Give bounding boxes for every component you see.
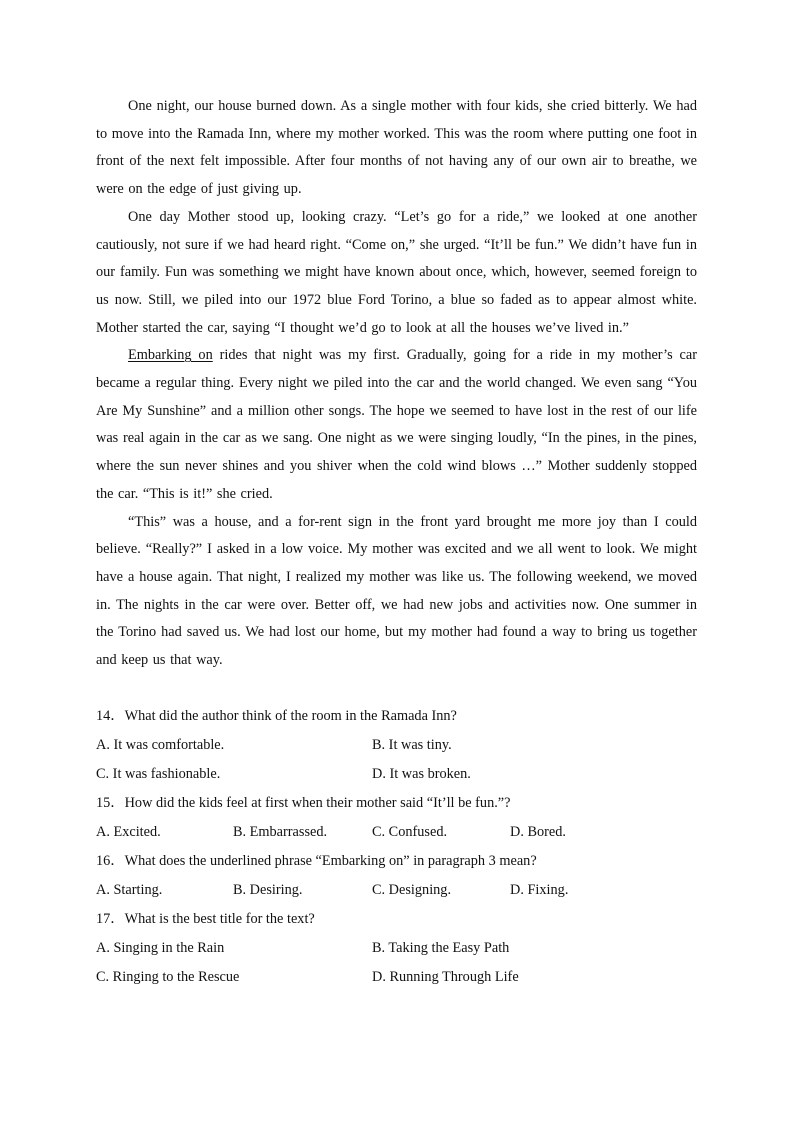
question-14-options-row-1 <box>96 731 697 760</box>
underlined-phrase: Embarking on <box>128 347 213 364</box>
question-14-option-a[interactable]: A. It was comfortable. <box>96 737 225 753</box>
paragraph-4: “This” was a house, and a for-rent sign in the front yard brought me more joy than I could believe. “Really?” I asked in a low voice. My mother was excited and we all went to look. We might have a house again. That night, I realized my mother was like us. The following weekend, we moved in. The nights in the car were over. Better off, we had new jobs and activities now. One summer in the Torino had saved us. We had lost our home, but my mother had found a way to bring us together and keep us that way. <box>96 513 697 669</box>
question-15-option-a[interactable]: A. Excited. <box>96 824 161 840</box>
question-17-option-b[interactable]: B. Taking the Easy Path <box>372 940 510 956</box>
question-16-options-row <box>96 876 697 905</box>
question-17-option-a[interactable]: A. Singing in the Rain <box>96 940 225 956</box>
question-16-option-d[interactable]: D. Fixing. <box>510 882 569 898</box>
question-15-stem: 15．How did the kids feel at first when their mother said “It’ll be fun.”? <box>96 795 511 811</box>
paragraph-2: One day Mother stood up, looking crazy. “Let’s go for a ride,” we looked at one another cautiously, not sure if we had heard right. “Come on,” she urged. “It’ll be fun.” We didn’t have fun in our family. Fun was something we might have known about once, which, however, seemed foreign to us now. Still, we piled into our 1972 blue Ford Torino, a blue so faded as to appear almost white. Mother started the car, saying “I thought we’d go to look at all the houses we’ve lived in.” <box>96 208 697 336</box>
paragraph-1: One night, our house burned down. As a single mother with four kids, she cried bitterly. We had to move into the Ramada Inn, where my mother worked. This was the room where putting one foot in front of the next felt impossible. After four months of not having any of our own air to breathe, we were on the edge of just giving up. <box>96 98 697 198</box>
question-16-stem: 16．What does the underlined phrase “Embarking on” in paragraph 3 mean? <box>96 853 537 869</box>
question-16-option-c[interactable]: C. Designing. <box>372 882 452 898</box>
question-14-stem: 14．What did the author think of the room in the Ramada Inn? <box>96 708 457 724</box>
question-17-option-d[interactable]: D. Running Through Life <box>372 969 519 985</box>
question-17-option-c[interactable]: C. Ringing to the Rescue <box>96 969 240 985</box>
question-15-option-c[interactable]: C. Confused. <box>372 824 448 840</box>
question-15-option-b[interactable]: B. Embarrassed. <box>233 824 328 840</box>
question-17-options-row-1 <box>96 934 697 963</box>
question-14-option-b[interactable]: B. It was tiny. <box>372 737 452 753</box>
question-14-option-d[interactable]: D. It was broken. <box>372 766 471 782</box>
question-14-options-row-2 <box>96 760 697 789</box>
question-17-stem: 17．What is the best title for the text? <box>96 911 315 927</box>
paragraph-3 <box>96 342 697 508</box>
question-17-options-row-2 <box>96 963 697 992</box>
question-16-option-a[interactable]: A. Starting. <box>96 882 163 898</box>
reading-passage <box>96 93 697 675</box>
question-list <box>96 702 697 992</box>
question-15-options-row <box>96 818 697 847</box>
paragraph-3-text: rides that night was my first. Gradually, going for a ride in my mother’s car became a regular thing. Every night we piled into the car and the world changed. We even sang “You Are My Sunshine” and a million other songs. The hope we seemed to have lost in the rest of our life was real again in the car as we sang. One night as we were singing loudly, “In the pines, in the pines, where the sun never shines and you shiver when the cold wind blows …” Mother suddenly stopped the car. “This is it!” she cried. <box>96 347 697 502</box>
question-15-option-d[interactable]: D. Bored. <box>510 824 566 840</box>
question-14-option-c[interactable]: C. It was fashionable. <box>96 766 221 782</box>
question-16-option-b[interactable]: B. Desiring. <box>233 882 303 898</box>
